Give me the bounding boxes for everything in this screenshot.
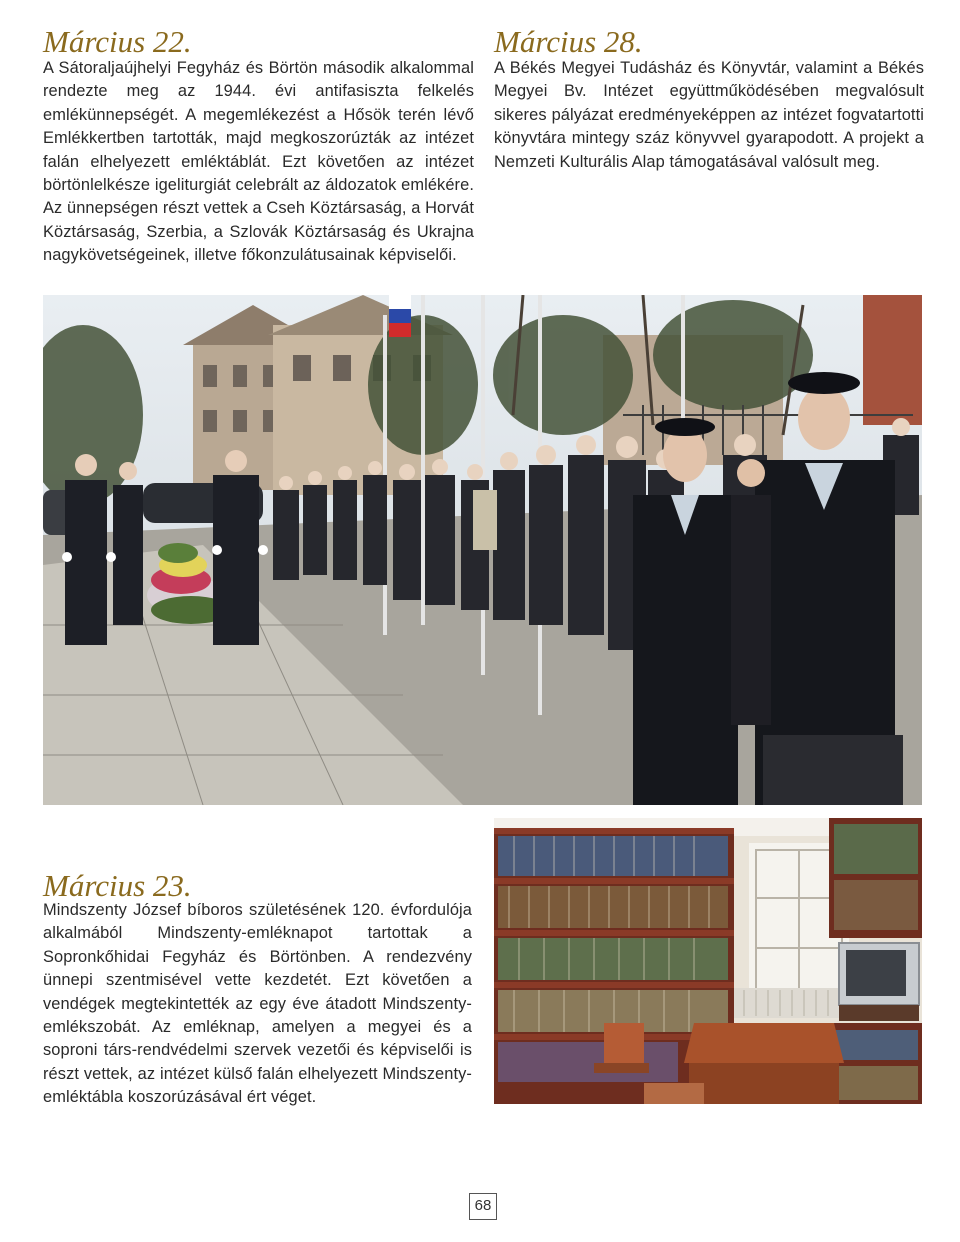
heading-march-23: Március 23. (43, 868, 192, 903)
page-number: 68 (469, 1193, 497, 1220)
library-photo (494, 818, 922, 1104)
heading-march-28: Március 28. (494, 24, 643, 59)
heading-march-22: Március 22. (43, 24, 192, 59)
paragraph-march-23: Mindszenty József bíboros születésének 120. évfordulója alkalmából Mindszenty-emléknapot tartottak a Sopronkőhidai Fegyház és Börtönben. A rendezvény ünnepi szentmisével vette kezdetét. Ezt követően a vendégek megtekintették az egy éve átadott Mindszenty-emlékszobát. Az emléknap, amelyen a megyei és a soproni társ-rendvédelmi szervek vezetői és képviselői is részt vettek, az intézet külső falán elhelyezett Mindszenty-emléktábla koszorúzásával ért véget. (43, 901, 472, 1107)
ceremony-photo (43, 295, 922, 805)
paragraph-march-22: A Sátoraljaújhelyi Fegyház és Börtön második alkalommal rendezte meg az 1944. évi antifasiszta felkelés emlékünnepségét. A megemlékezést a Hősök terén lévő Emlékkertben tartották, majd megkoszorúzták az intézet falán elhelyezett emléktáblát. Ezt követően az intézet börtönlelkésze igeliturgiát celebrált az áldozatok emlékére. Az ünnepségen részt vettek a Cseh Köztársaság, a Horvát Köztársaság, Szerbia, a Szlovák Köztársaság és Ukrajna nagykövetségeinek, illetve főkonzulátusainak képviselői. (43, 59, 474, 265)
paragraph-march-28: A Békés Megyei Tudásház és Könyvtár, valamint a Békés Megyei Bv. Intézet együttműködésében megvalósult sikeres pályázat eredményeképpen az intézet fogvatartotti könyvtára mintegy száz könyvvel gyarapodott. A projekt a Nemzeti Kulturális Alap támogatásával valósult meg. (494, 59, 924, 171)
